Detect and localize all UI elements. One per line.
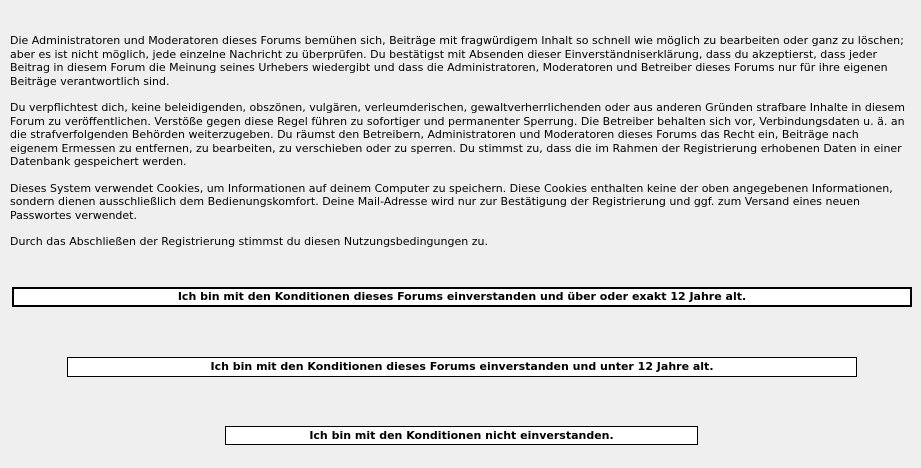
terms-paragraph-content-rules: Du verpflichtest dich, keine beleidigenden, obszönen, vulgären, verleumderischen, gewaltverherrlichenden oder aus anderen Gründen strafbare Inhalte in diesem Forum zu veröffentlichen. Verstöße gegen diese Regel führen zu sofortiger und permanenter Sperrung. Die Betreiber behalten sich vor, Verbindungsdaten u. ä. an die strafverfolgenden Behörden weiterzugeben. Du räumst den Betreibern, Administratoren und Moderatoren dieses Forums das Recht ein, Beiträge nach eigenem Ermessen zu entfernen, zu bearbeiten, zu verschieben oder zu sperren. Du stimmst zu, dass die im Rahmen der Registrierung erhobenen Daten in einer Datenbank gespeichert werden. [10,101,905,168]
terms-paragraph-moderation: Die Administratoren und Moderatoren dieses Forums bemühen sich, Beiträge mit fragwürdigem Inhalt so schnell wie möglich zu bearbeiten oder ganz zu löschen; aber es ist nicht möglich, jede einzelne Nachricht zu überprüfen. Du bestätigst mit Absenden dieser Einverständniserklärung, dass du akzeptierst, dass jeder Beitrag in diesem Forum die Meinung seines Urhebers wiedergibt und dass die Administratoren, Moderatoren und Betreiber dieses Forums nur für ihre eigenen Beiträge verantwortlich sind. [10,34,904,88]
agree-over-12-button[interactable]: Ich bin mit den Konditionen dieses Forums einverstanden und über oder exakt 12 Jahre alt. [12,287,912,307]
terms-paragraph-agreement: Durch das Abschließen der Registrierung stimmst du diesen Nutzungsbedingungen zu. [10,235,488,248]
disagree-button[interactable]: Ich bin mit den Konditionen nicht einverstanden. [225,426,698,445]
terms-of-use-text [10,34,910,262]
agree-under-12-button[interactable]: Ich bin mit den Konditionen dieses Forums einverstanden und unter 12 Jahre alt. [67,357,857,377]
terms-paragraph-cookies: Dieses System verwendet Cookies, um Informationen auf deinem Computer zu speichern. Diese Cookies enthalten keine der oben angegebenen Informationen, sondern dienen ausschließlich dem Bedienungskomfort. Deine Mail-Adresse wird nur zur Bestätigung der Registrierung und ggf. zum Versand eines neuen Passwortes verwendet. [10,181,893,222]
